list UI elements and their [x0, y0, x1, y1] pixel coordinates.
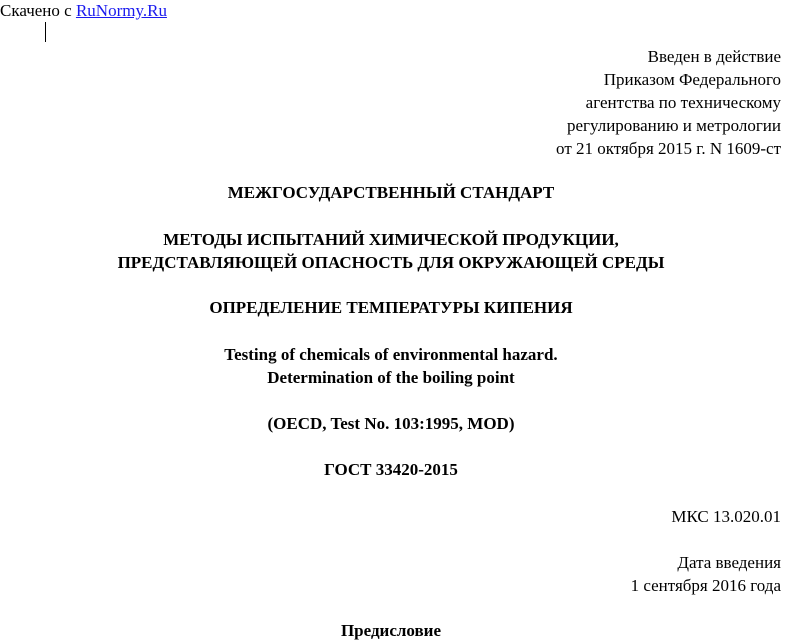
- gost-designation: [0, 458, 782, 481]
- oecd-reference-text: (OECD, Test No. 103:1995, MOD): [267, 414, 515, 433]
- enactment-line: регулированию и метрологии: [566, 116, 781, 135]
- source-link[interactable]: RuNormy.Ru: [75, 1, 167, 20]
- mks-code: МКС 13.020.01: [671, 507, 781, 526]
- standard-type-text: МЕЖГОСУДАРСТВЕННЫЙ СТАНДАРТ: [227, 183, 555, 202]
- title-line: МЕТОДЫ ИСПЫТАНИЙ ХИМИЧЕСКОЙ ПРОДУКЦИИ,: [163, 230, 619, 249]
- gost-designation-text: ГОСТ 33420-2015: [324, 460, 458, 479]
- document-title: [0, 228, 782, 274]
- enactment-line: от 21 октября 2015 г. N 1609-ст: [556, 139, 781, 158]
- source-prefix: Скачено с: [0, 1, 76, 20]
- subtitle-text: ОПРЕДЕЛЕНИЕ ТЕМПЕРАТУРЫ КИПЕНИЯ: [209, 298, 573, 317]
- source-line: [0, 0, 167, 22]
- effective-date-value: 1 сентября 2016 года: [630, 576, 781, 595]
- english-title-line: Testing of chemicals of environmental hazard.: [224, 345, 558, 364]
- standard-type: [0, 181, 782, 204]
- foreword-heading: [0, 619, 782, 642]
- text-cursor: [45, 22, 46, 42]
- enactment-note: [556, 45, 781, 160]
- mks-classification: [671, 505, 781, 528]
- effective-date-label: Дата введения: [677, 553, 781, 572]
- english-title: [0, 343, 782, 389]
- effective-date-block: [631, 551, 781, 597]
- enactment-line: Приказом Федерального: [603, 70, 781, 89]
- enactment-line: Введен в действие: [647, 47, 781, 66]
- oecd-reference: [0, 412, 782, 435]
- enactment-line: агентства по техническому: [585, 93, 781, 112]
- foreword-heading-text: Предисловие: [340, 621, 442, 640]
- title-line: ПРЕДСТАВЛЯЮЩЕЙ ОПАСНОСТЬ ДЛЯ ОКРУЖАЮЩЕЙ СРЕДЫ: [117, 253, 665, 272]
- english-title-line: Determination of the boiling point: [267, 368, 515, 387]
- document-subtitle: [0, 296, 782, 319]
